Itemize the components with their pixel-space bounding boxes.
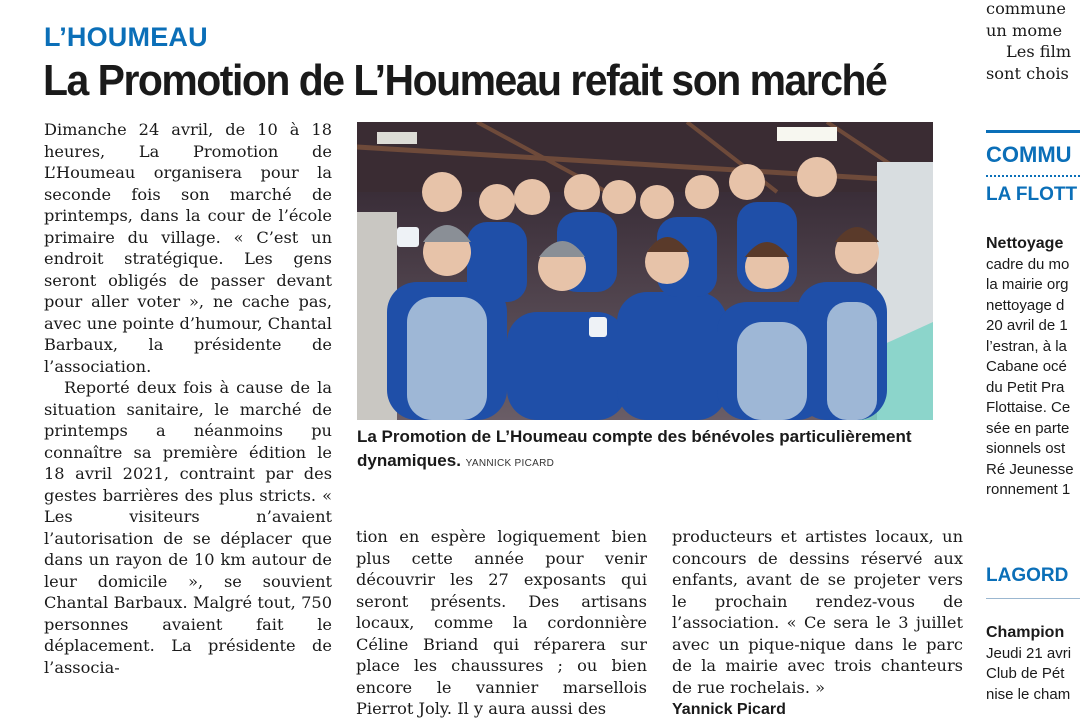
rubric-dotted-rule bbox=[986, 175, 1080, 177]
brief-line: nise le cham bbox=[986, 685, 1071, 703]
brief-line: Ré Jeunesse bbox=[986, 460, 1074, 478]
brief-line: l’estran, à la bbox=[986, 337, 1067, 355]
brief-line: Jeudi 21 avri bbox=[986, 644, 1072, 662]
column-2-text: tion en espère logiquement bien plus cette année pour venir découvrir les 27 exposants qui seront présents. Des artisans locaux, comme la cordonnière Céline Briand qui réparera sur place les chaussures ; ou bien encore le vannier marsellois Pierrot Joly. Il y aura aussi des bbox=[356, 527, 647, 718]
fragment-line: Les film bbox=[1006, 42, 1072, 61]
caption-text: La Promotion de L’Houmeau compte des bénévoles particulièrement dynamiques. bbox=[357, 427, 912, 470]
brief-heading-lagord: LAGORD bbox=[986, 565, 1069, 586]
article-column-2 bbox=[356, 526, 647, 720]
brief-line: sionnels ost bbox=[986, 440, 1066, 457]
fragment-line: un mome bbox=[986, 20, 1063, 40]
rubric-heading: COMMU bbox=[986, 142, 1072, 167]
brief-line: Club de Pét bbox=[986, 665, 1065, 682]
brief-la-flotte bbox=[986, 234, 1080, 501]
brief-lagord bbox=[986, 623, 1080, 705]
brief-line: sée en parte bbox=[986, 419, 1070, 437]
article-column-3 bbox=[672, 526, 963, 721]
brief-line: ronnement 1 bbox=[986, 481, 1071, 498]
top-rule bbox=[0, 0, 960, 4]
paragraph-1: Dimanche 24 avril, de 10 à 18 heures, La Promotion de L’Houmeau organisera pour la seconde fois son marché de printemps, dans la cour de l’école primaire du village. « C’est un endroit stratégique. Les gens seront obligés de passer devant pour aller voter », ne cache pas, avec une pointe d’humour, Chantal Barbaux, la présidente de l’association. bbox=[44, 120, 332, 376]
brief-line: Cabane océ bbox=[986, 358, 1067, 375]
brief-title: Nettoyage bbox=[986, 235, 1064, 252]
section-kicker: L’HOUMEAU bbox=[44, 22, 208, 52]
photo-caption bbox=[357, 425, 947, 476]
brief-line: Flottaise. Ce bbox=[986, 399, 1071, 416]
article-photo bbox=[357, 122, 933, 420]
brief-line: cadre du mo bbox=[986, 255, 1070, 273]
brief-heading-rule bbox=[986, 598, 1080, 599]
adjacent-article-fragment bbox=[986, 0, 1080, 84]
brief-line: du Petit Pra bbox=[986, 378, 1065, 396]
column-3-text: producteurs et artistes locaux, un concours de dessins réservé aux enfants, avant de se projeter vers le prochain rendez-vous de l’association. « Ce sera le 3 juillet avec un pique-nique dans le parc de la mairie avec trois chanteurs de rue rochelais. » bbox=[672, 527, 963, 697]
brief-line: 20 avril de 1 bbox=[986, 317, 1068, 334]
paragraph-2: Reporté deux fois à cause de la situation sanitaire, le marché de printemps a néanmoins pu connaître sa première édition le 18 avril 2021, contraint par des gestes barrières des plus stricts. « Les visiteurs n’avaient l’autorisation de se déplacer que dans un rayon de 10 km autour de leur domicile », se souvient Chantal Barbaux. Malgré tout, 750 personnes avaient fait le déplacement. La présidente de l’associa- bbox=[44, 378, 332, 677]
group-photo-illustration bbox=[357, 122, 933, 420]
article-headline: La Promotion de L’Houmeau refait son marché bbox=[43, 56, 887, 105]
author-signature: Yannick Picard bbox=[672, 701, 786, 718]
brief-title: Champion bbox=[986, 624, 1065, 641]
rubric-rule bbox=[986, 130, 1080, 133]
brief-line: nettoyage d bbox=[986, 296, 1065, 314]
fragment-line: sont chois bbox=[986, 63, 1069, 83]
brief-line: la mairie org bbox=[986, 276, 1069, 293]
column-divider bbox=[965, 0, 966, 725]
photo-credit: YANNICK PICARD bbox=[465, 458, 555, 469]
brief-heading-la-flotte: LA FLOTT bbox=[986, 184, 1078, 205]
article-column-1 bbox=[44, 119, 332, 678]
fragment-line: commune bbox=[986, 0, 1066, 18]
